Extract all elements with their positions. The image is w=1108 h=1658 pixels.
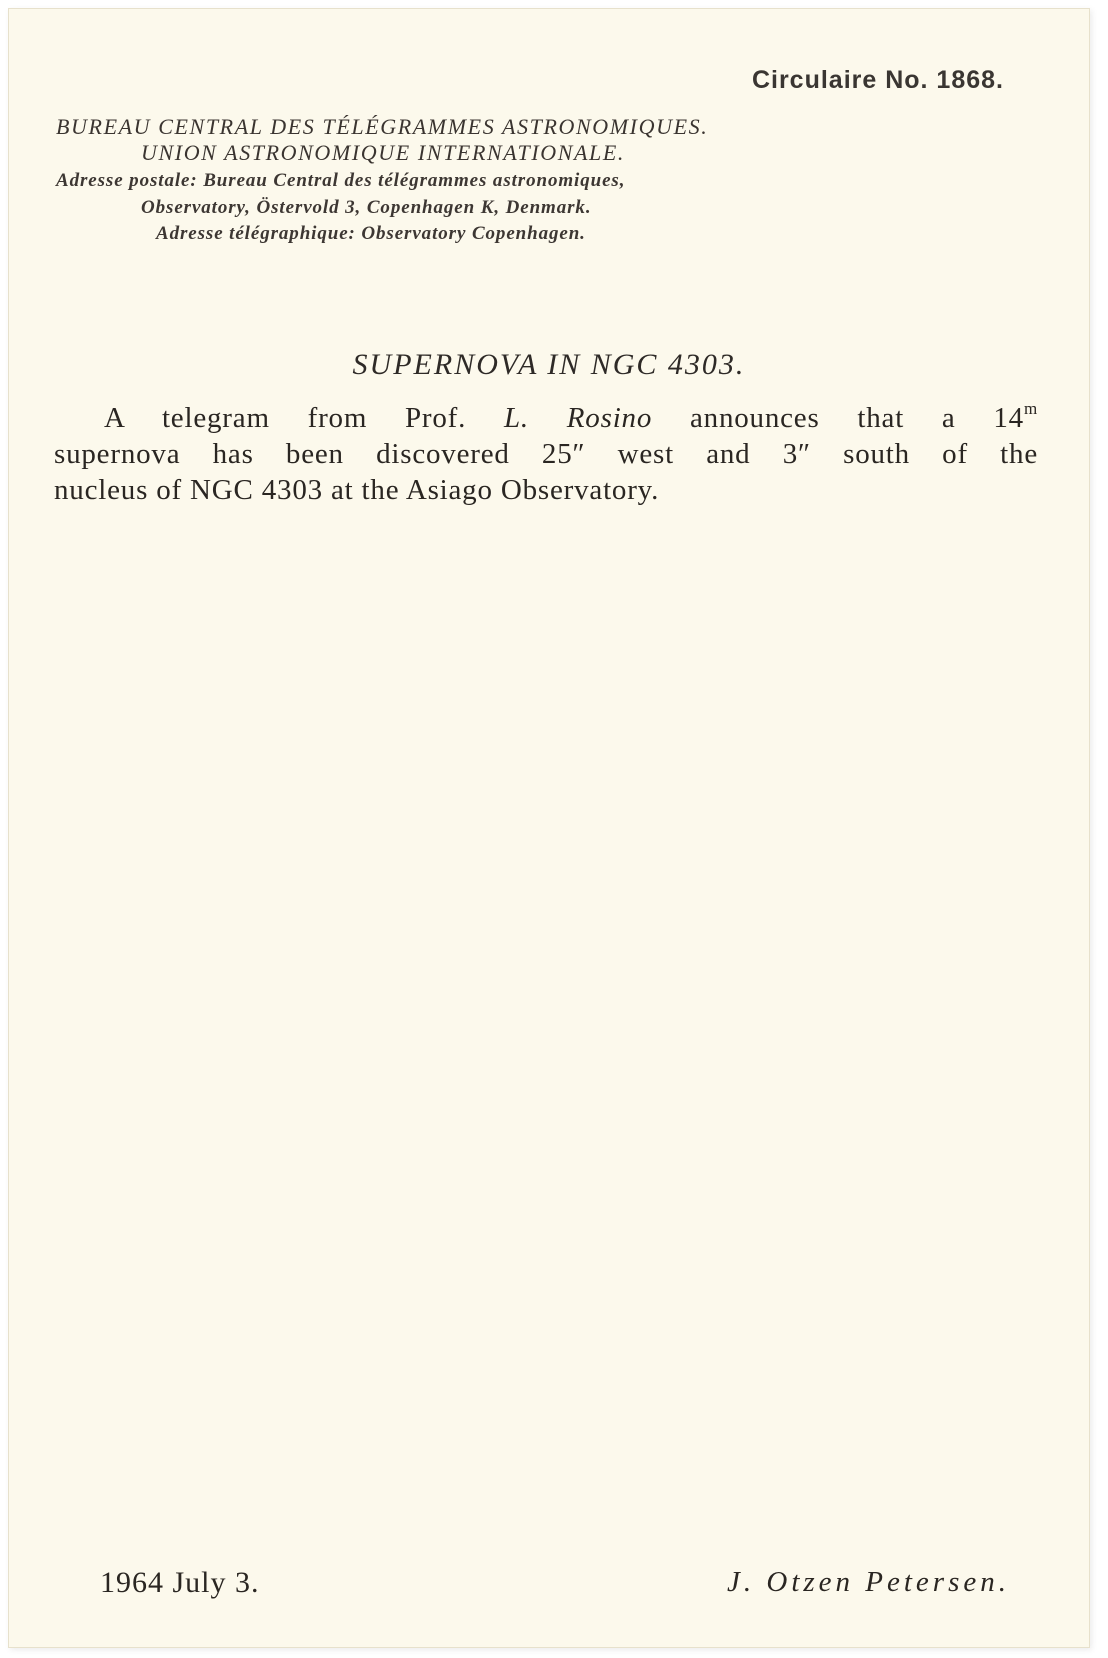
body-line-3: nucleus of NGC 4303 at the Asiago Observatory. <box>54 474 660 506</box>
bureau-heading: BUREAU CENTRAL DES TÉLÉGRAMMES ASTRONOMIQUES. <box>56 114 709 139</box>
body-line-2: supernova has been discovered 25″ west and 3″ south of the <box>54 438 1038 470</box>
telegraphic-address: Adresse télégraphique: Observatory Copenhagen. <box>156 223 586 244</box>
circular-number: Circulaire No. 1868. <box>751 66 1004 94</box>
body-line-1-start: A telegram from Prof. <box>104 402 504 434</box>
circular-page <box>8 8 1090 1648</box>
announcement-body <box>54 400 1038 508</box>
announcement-title: SUPERNOVA IN NGC 4303. <box>352 348 746 381</box>
discoverer-name: L. Rosino <box>504 402 653 434</box>
union-heading: UNION ASTRONOMIQUE INTERNATIONALE. <box>141 140 626 165</box>
circular-date: 1964 July 3. <box>100 1566 260 1599</box>
postal-address-line-1: Adresse postale: Bureau Central des télégrammes astronomiques, <box>56 170 626 191</box>
body-line-1 <box>54 400 1038 436</box>
magnitude-superscript: m <box>1023 399 1038 418</box>
body-line-1-end: announces that a 14 <box>652 402 1024 434</box>
postal-address-line-2: Observatory, Östervold 3, Copenhagen K, Denmark. <box>141 197 592 218</box>
signature: J. Otzen Petersen. <box>727 1566 1010 1598</box>
